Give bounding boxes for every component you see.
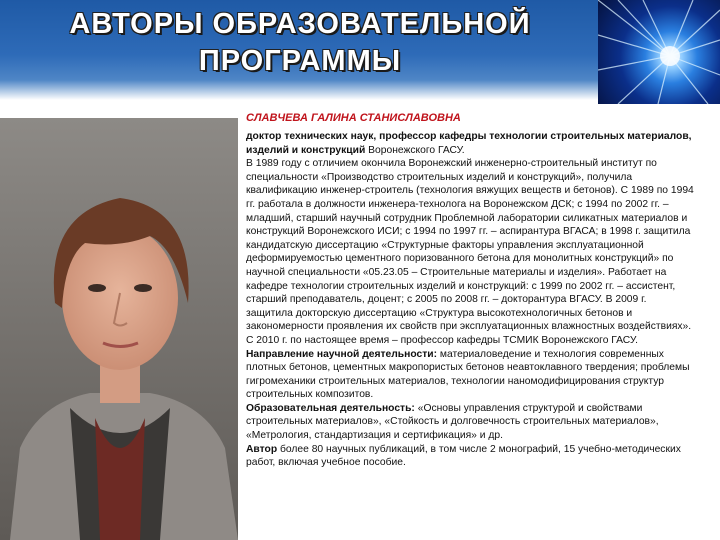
education-text: «Основы управления структурой и свойствами строительных материалов», «Стойкость и долговечность строительных материалов», «Метрология, стандартизация и сертификация» и др. <box>246 402 659 442</box>
author-info <box>246 112 694 470</box>
research-text: материаловедение и технология современных плотных бетонов, цементных макропористых бетонов неавтоклавного твердения; проблемы гигромеханики строительных материалов, технологии наномодифицирования структур строительных композитов. <box>246 348 690 401</box>
light-burst-decoration <box>598 0 720 104</box>
author-degree-rest: Воронежского ГАСУ. <box>365 144 465 156</box>
education-label: Образовательная деятельность: <box>246 402 415 414</box>
author-name: СЛАВЧЕВА ГАЛИНА СТАНИСЛАВОВНА <box>246 112 461 124</box>
publications-text: более 80 научных публикаций, в том числе 2 монографий, 15 учебно-методических работ, включая учебное пособие. <box>246 443 681 469</box>
page-title-line-1: АВТОРЫ ОБРАЗОВАТЕЛЬНОЙ <box>69 8 531 40</box>
page-title-line-2: ПРОГРАММЫ <box>198 45 402 77</box>
author-bio: В 1989 году с отличием окончила Воронежский инженерно-строительный институт по специальности «Производство строительных изделий и конструкций», получила квалификацию инженер-строитель (технология вяжущих веществ и бетонов). С 1989 по 1994 гг. работала в должности инженера-технолога на Воронежском ДСК; с 1994 по 2002 гг. – младший, старший научный сотрудник Проблемной лаборатории силикатных материалов и конструкций Воронежского ИСИ; с 1994 по 1997 гг. – аспирантура ВГАСА; в 1998 г. защитила кандидатскую диссертацию «Структурные факторы управления эксплуатационной деформируемостью цементного поризованного бетона для монолитных конструкций» по научной специальности «05.23.05 – Строительные материалы и изделия». Работает на кафедре технологии строительных изделий и конструкций: с 1999 по 2002 гг. – ассистент, старший преподаватель, доцент; с 2005 по 2008 гг. – докторантура ВГАСУ. В 2009 г. защитила докторскую диссертацию «Структура высокотехнологичных бетонов и закономерности проявления их свойств при эксплуатационных влажностных воздействиях». С 2010 г. по настоящее время – профессор кафедры ТСМИК Воронежского ГАСУ. <box>246 158 694 346</box>
author-description <box>246 130 694 470</box>
author-degree: доктор технических наук, профессор кафедры технологии строительных материалов, изделий и конструкций <box>246 131 692 156</box>
author-photo <box>0 118 238 540</box>
page-title <box>0 6 600 80</box>
research-label: Направление научной деятельности: <box>246 348 438 360</box>
publications-label: Автор <box>246 443 278 455</box>
